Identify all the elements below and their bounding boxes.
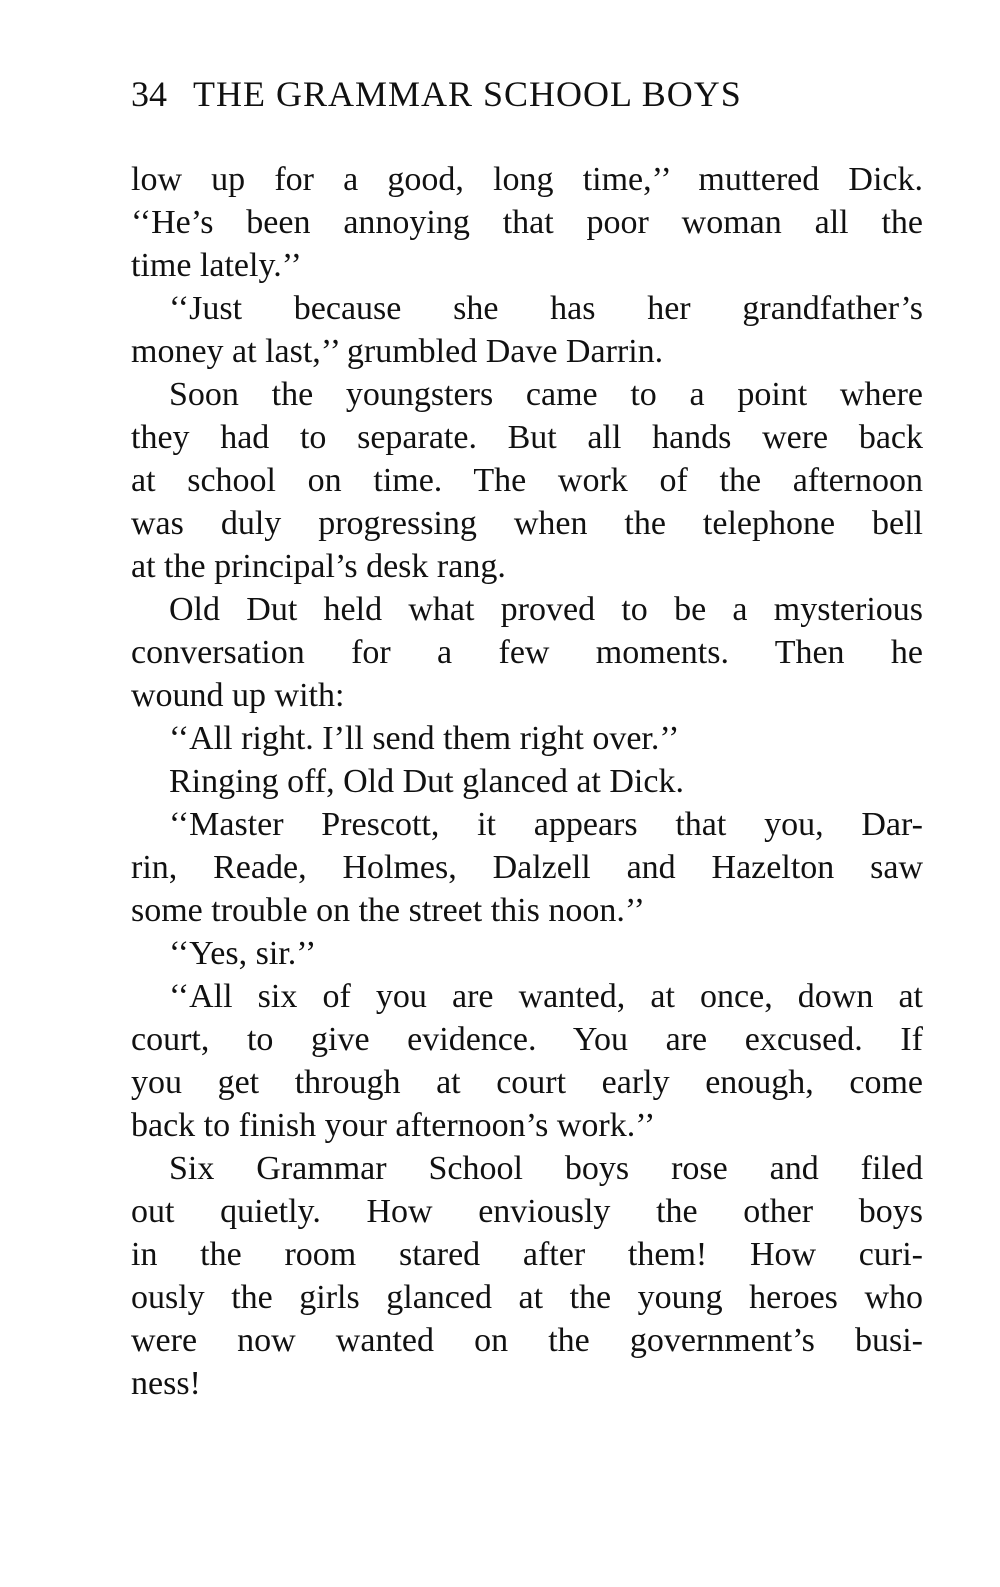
running-title: THE GRAMMAR SCHOOL BOYS bbox=[193, 74, 742, 114]
text-line: conversation for a few moments. Then he bbox=[131, 634, 923, 671]
text-line: ‘‘Master Prescott, it appears that you, Dar- bbox=[169, 806, 923, 843]
text-line: rin, Reade, Holmes, Dalzell and Hazelton saw bbox=[131, 849, 923, 886]
text-line: ‘‘All six of you are wanted, at once, down at bbox=[169, 978, 923, 1015]
text-line: at the principal’s desk rang. bbox=[131, 548, 506, 585]
text-line: were now wanted on the government’s busi- bbox=[131, 1322, 923, 1359]
text-line: Six Grammar School boys rose and filed bbox=[169, 1150, 923, 1187]
text-line: out quietly. How enviously the other boys bbox=[131, 1193, 923, 1230]
page-number: 34 bbox=[131, 74, 167, 114]
text-line: ‘‘Yes, sir.’’ bbox=[169, 935, 317, 972]
text-line: ‘‘He’s been annoying that poor woman all the bbox=[131, 204, 923, 241]
text-line: time lately.’’ bbox=[131, 247, 302, 284]
text-line: was duly progressing when the telephone bell bbox=[131, 505, 923, 542]
text-line: at school on time. The work of the afternoon bbox=[131, 462, 923, 499]
body-text bbox=[131, 158, 923, 1405]
book-page bbox=[131, 64, 923, 1405]
text-line: money at last,’’ grumbled Dave Darrin. bbox=[131, 333, 664, 370]
text-line: you get through at court early enough, come bbox=[131, 1064, 923, 1101]
text-line: they had to separate. But all hands were back bbox=[131, 419, 923, 456]
text-line: ‘‘All right. I’ll send them right over.’’ bbox=[169, 720, 680, 757]
text-line: Old Dut held what proved to be a mysterious bbox=[169, 591, 923, 628]
text-line: ‘‘Just because she has her grandfather’s bbox=[169, 290, 923, 327]
text-line: wound up with: bbox=[131, 677, 345, 714]
text-line: some trouble on the street this noon.’’ bbox=[131, 892, 645, 929]
text-line: back to finish your afternoon’s work.’’ bbox=[131, 1107, 656, 1144]
text-line: Soon the youngsters came to a point where bbox=[169, 376, 923, 413]
text-line: in the room stared after them! How curi- bbox=[131, 1236, 923, 1273]
text-line: low up for a good, long time,’’ muttered Dick. bbox=[131, 161, 923, 198]
text-line: Ringing off, Old Dut glanced at Dick. bbox=[169, 763, 684, 800]
text-line: court, to give evidence. You are excused. If bbox=[131, 1021, 923, 1058]
text-line: ness! bbox=[131, 1365, 201, 1402]
running-head bbox=[131, 64, 923, 124]
text-line: ously the girls glanced at the young heroes who bbox=[131, 1279, 923, 1316]
